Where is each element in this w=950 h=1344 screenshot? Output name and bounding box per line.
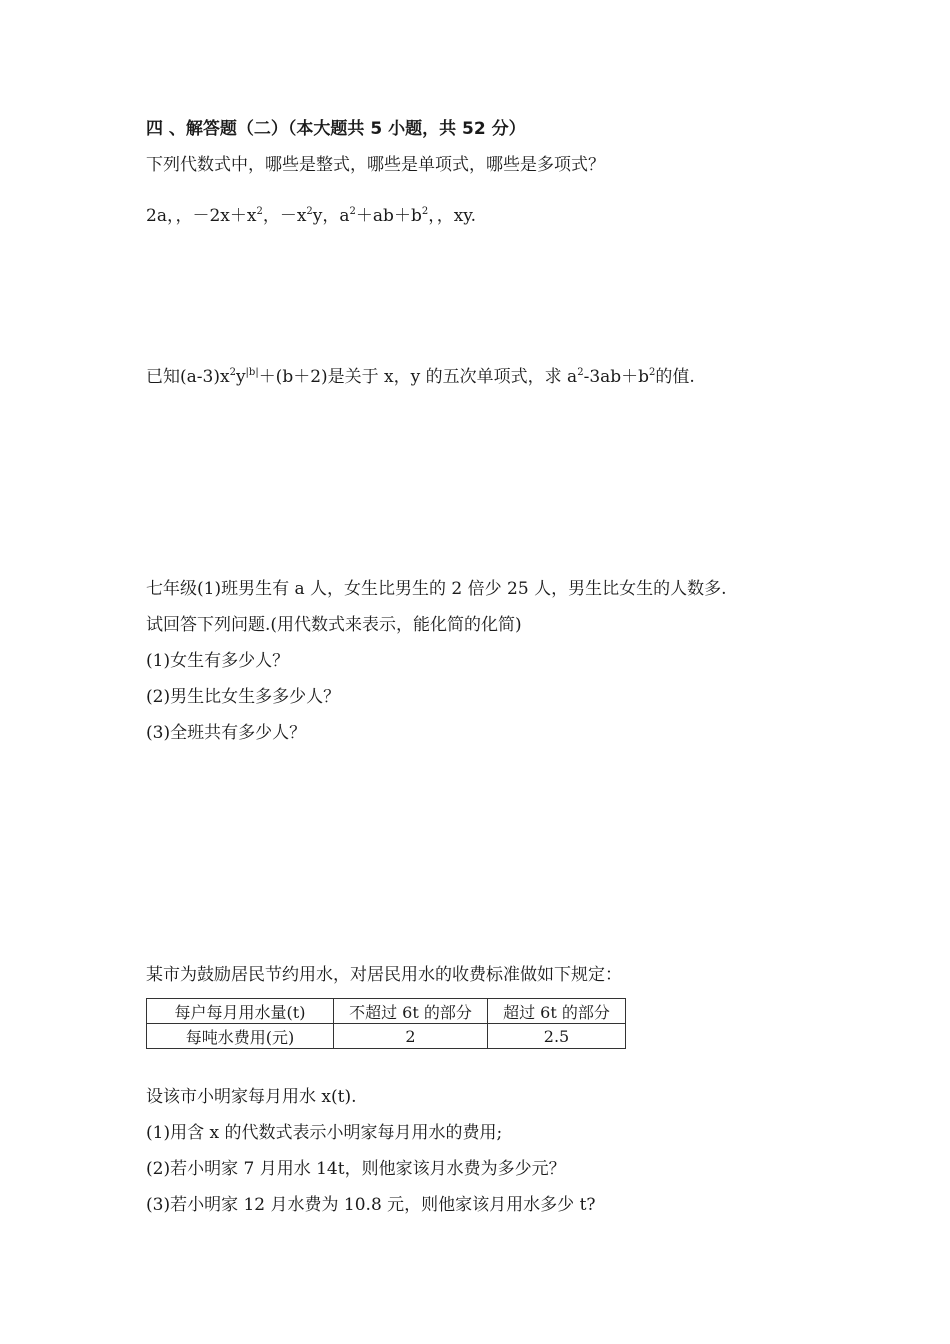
row-cell-under-6t: 2: [334, 1024, 488, 1049]
q2-text: [146, 366, 695, 388]
q1-sup-1: 2: [256, 206, 263, 217]
q1-expr-e: ，，xy.: [428, 206, 477, 226]
q1-prompt: 下列代数式中，哪些是整式，哪些是单项式，哪些是多项式？: [146, 155, 605, 175]
q2-part-2: y: [235, 367, 246, 387]
q4-line-1: 设该市小明家每月用水 x(t).: [146, 1087, 357, 1107]
q4-intro: 某市为鼓励居民节约用水，对居民用水的收费标准做如下规定：: [146, 965, 622, 985]
q3-line-4: (2)男生比女生多多少人？: [146, 687, 341, 707]
q2-sup-1: 2: [229, 367, 236, 378]
q3-line-2: 试回答下列问题.(用代数式来表示，能化简的化简): [146, 615, 522, 635]
q3-line-5: (3)全班共有多少人？: [146, 723, 307, 743]
q2-sup-2: |b|: [245, 367, 259, 378]
water-fee-table: [146, 998, 626, 1049]
header-cell-over-6t: 超过 6t 的部分: [488, 999, 626, 1024]
q1-expressions: [146, 205, 476, 227]
q1-sup-4: 2: [421, 206, 429, 217]
q3-line-3: (1)女生有多少人？: [146, 651, 290, 671]
table-header-row: [147, 999, 626, 1024]
q2-part-1: 已知(a-3)x: [146, 367, 230, 387]
q1-expr-b: ，－x: [262, 206, 307, 226]
q3-line-1: 七年级(1)班男生有 a 人，女生比男生的 2 倍少 25 人，男生比女生的人数多.: [146, 579, 727, 599]
q1-expr-a: 2a，，－2x＋x: [146, 206, 257, 226]
q1-expr-d: ＋ab＋b: [355, 206, 422, 226]
q2-sup-3: 2: [577, 367, 584, 378]
q4-line-4: (3)若小明家 12 月水费为 10.8 元，则他家该月用水多少 t?: [146, 1195, 596, 1215]
q2-part-3: ＋(b＋2)是关于 x，y 的五次单项式，求 a: [258, 367, 578, 387]
row-cell-over-6t: 2.5: [488, 1024, 626, 1049]
q1-expr-c: y，a: [312, 206, 350, 226]
section-heading: 四 、解答题（二）（本大题共 5 小题，共 52 分）: [146, 119, 526, 139]
header-cell-usage: 每户每月用水量(t): [147, 999, 334, 1024]
q2-part-4: -3ab＋b: [583, 367, 650, 387]
q4-line-3: (2)若小明家 7 月用水 14t，则他家该月水费为多少元？: [146, 1159, 566, 1179]
row-cell-label: 每吨水费用(元): [147, 1024, 334, 1049]
q1-sup-3: 2: [349, 206, 356, 217]
table-row: [147, 1024, 626, 1049]
q1-sup-2: 2: [306, 206, 313, 217]
q2-part-5: 的值.: [655, 367, 695, 387]
q4-line-2: (1)用含 x 的代数式表示小明家每月用水的费用;: [146, 1123, 503, 1143]
q2-sup-4: 2: [649, 367, 656, 378]
header-cell-under-6t: 不超过 6t 的部分: [334, 999, 488, 1024]
